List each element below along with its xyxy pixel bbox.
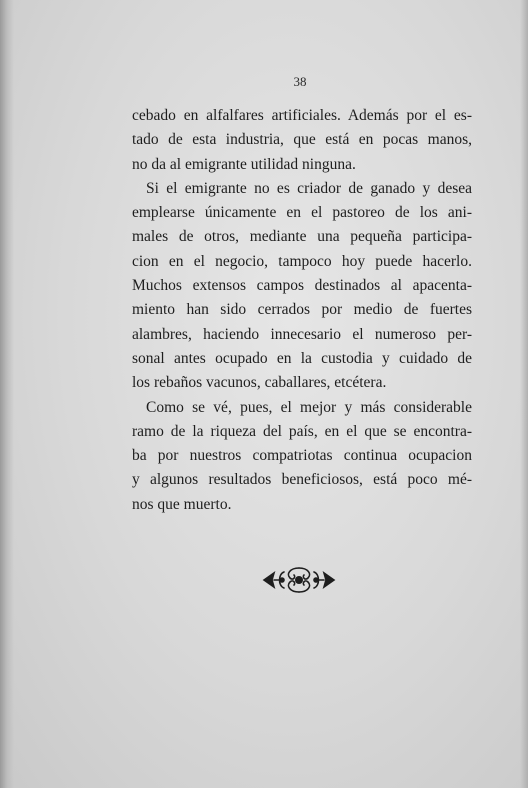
text-line: Si el emigrante no es criador de ganado y desea — [146, 179, 472, 197]
fleuron-ornament-icon — [262, 560, 336, 600]
text-line: ramo de la riqueza del país, en el que se encontra- — [132, 422, 472, 440]
text-line: nos que muerto. — [132, 495, 232, 513]
text-line: Como se vé, pues, el mejor y más considerable — [146, 398, 472, 416]
text-line: y algunos resultados beneficiosos, está poco mé- — [132, 471, 472, 489]
text-line: alambres, haciendo innecesario el numeroso per- — [132, 325, 472, 343]
page-edge-shadow — [520, 0, 528, 788]
text-line: los rebaños vacunos, caballares, etcétera. — [132, 374, 387, 392]
text-line: no da al emigrante utilidad ninguna. — [132, 155, 356, 173]
text-line: sonal antes ocupado en la custodia y cuidado de — [132, 349, 472, 367]
text-line: males de otros, mediante una pequeña participa- — [132, 228, 472, 246]
body-text — [132, 104, 472, 517]
text-line: cebado en alfalfares artificiales. Además por el es- — [132, 107, 472, 124]
page-number: 38 — [293, 74, 307, 89]
text-line: tado de esta industria, que está en pocas manos, — [132, 131, 472, 149]
text-line: emplearse únicamente en el pastoreo de los ani- — [132, 204, 472, 222]
text-line: Muchos extensos campos destinados al apacenta- — [132, 277, 472, 295]
page-gutter-shadow — [0, 0, 14, 788]
text-line: ba por nuestros compatriotas continua ocupacion — [132, 447, 472, 465]
text-line: miento han sido cerrados por medio de fuertes — [132, 301, 472, 319]
text-line: cion en el negocio, tampoco hoy puede hacerlo. — [132, 252, 472, 270]
